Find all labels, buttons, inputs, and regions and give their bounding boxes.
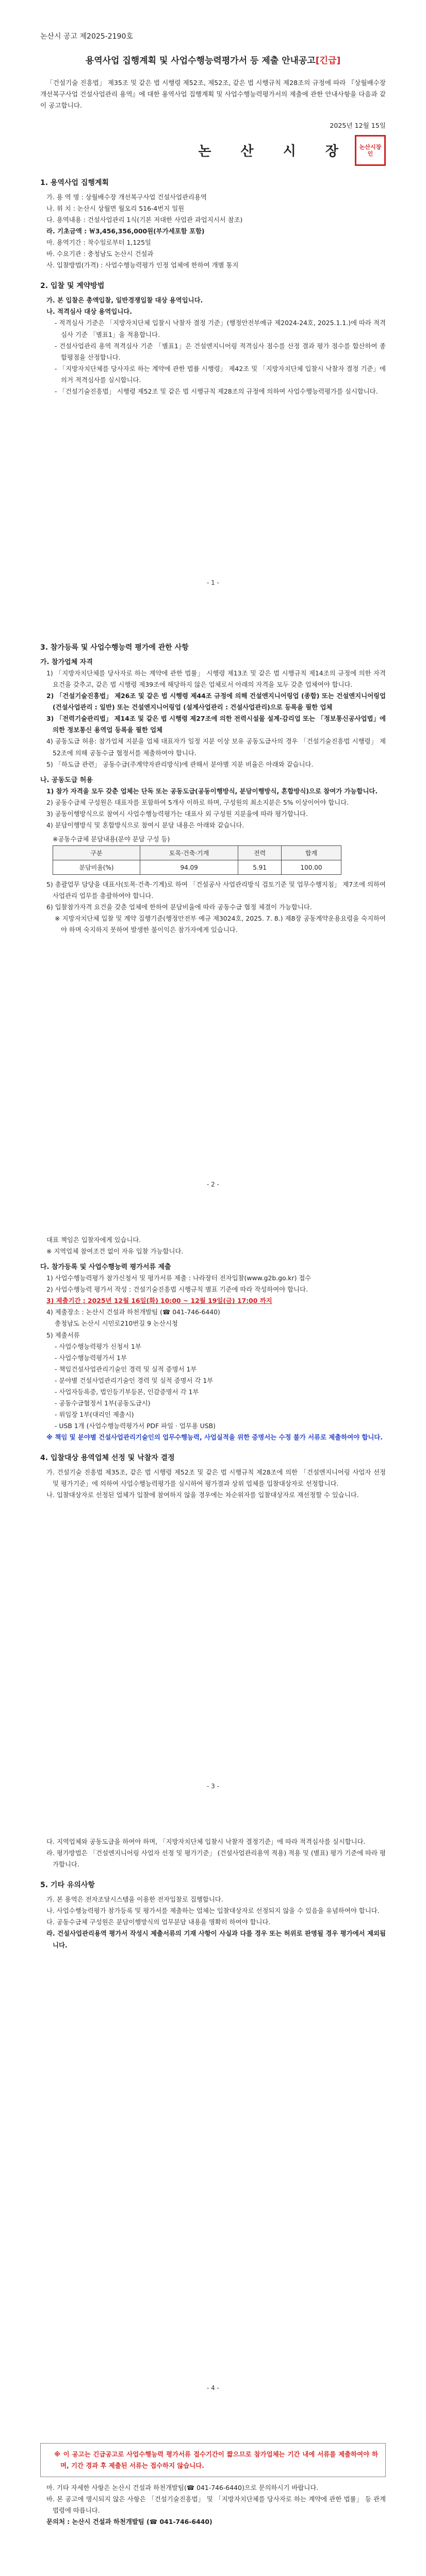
table-header-cell: 전력	[238, 846, 282, 860]
section-1-title: 1. 용역사업 집행계획	[40, 178, 109, 187]
s3-sub-title: 다. 참가등록 및 사업수행능력 평가서류 제출	[40, 1263, 171, 1272]
issuer-block	[40, 135, 386, 166]
s3-sub-title: 나. 공동도급 허용	[40, 776, 93, 784]
s5-item: 가. 본 용역은 전자조달시스템을 이용한 전자입찰로 집행합니다.	[46, 1895, 223, 1904]
doc-list-item: - 책임건설사업관리기술인 경력 및 실적 증명서 1부	[55, 1365, 197, 1373]
s1-item-price: 라. 기초금액 : ￦3,456,356,000원(부가세포함 포함)	[46, 227, 205, 235]
page-1	[0, 0, 426, 602]
table-header-cell: 구분	[53, 846, 140, 860]
s3-item: 1) 참가 자격을 모두 갖춘 업체는 단독 또는 공동도급(공동이행방식, 분담이행방식, 혼합방식)으로 참여가 가능합니다.	[46, 787, 378, 795]
s5-item: 나. 사업수행능력평가 참가등록 및 평가서를 제출하는 업체는 입찰대상자로 선정되지 않을 수 있음을 유념하여야 합니다.	[46, 1907, 380, 1915]
s3-item: 2) 공동수급체 구성원은 대표자를 포함하여 5개사 이하로 하며, 구성원의 최소지분은 5% 이상이어야 합니다.	[46, 798, 349, 806]
table-cell: 94.09	[140, 860, 238, 875]
s4-item: 나. 입찰대상자로 선정된 업체가 입찰에 참여하지 않을 경우에는 차순위자를 입찰대상자로 재선정할 수 있습니다.	[46, 1491, 359, 1499]
s4-item: 가. 건설기술 진흥법 제35조, 같은 법 시행령 제52조 및 같은 법 시행규칙 제28조에 의한 「건설엔지니어링 사업자 선정 및 평가기준」에 의하여 사업수행능력평가를 실시하여 평가결과 상위 업체를 입찰대상자로 선정합니다.	[46, 1468, 386, 1488]
doc-title	[40, 55, 386, 68]
doc-list-item: - USB 1개 (사업수행능력평가서 PDF 파일 · 업무용 USB)	[55, 1422, 216, 1430]
submit-place: 4) 제출장소 : 논산시 건설과 하천개발팀 (☎ 041-746-6440)	[46, 1308, 220, 1316]
section-2-title: 2. 입찰 및 계약방법	[40, 282, 105, 291]
doc-list-item: - 사업자등록증, 법인등기부등본, 인감증명서 각 1부	[55, 1387, 199, 1396]
table-header-cell: 합계	[281, 846, 341, 860]
docs-title: 5) 제출서류	[46, 1331, 80, 1339]
s3-item: 5) 총괄업무 담당을 대표사(토목·건축·기계)로 하여 「건설공사 사업관리방식 검토기준 및 업무수행지침」 제7조에 의하여 사업관리 업무를 총괄하여야 합니다.	[46, 880, 386, 900]
s2-item: - 적격심사 기준은 「지방자치단체 입찰시 낙찰자 결정 기준」(행정안전부예규 제2024-24호, 2025.1.1.)에 따라 적격심사 기준 「별표1」을 적용합니다.	[55, 319, 386, 338]
s1-item: 마. 용역기간 : 착수일로부터 1,125일	[46, 239, 151, 247]
s1-item: 바. 수요기관 : 충청남도 논산시 건설과	[46, 250, 154, 258]
table-header-row	[53, 846, 341, 860]
s2-item: 가. 본 입찰은 총액입찰, 일반경쟁입찰 대상 용역입니다.	[46, 296, 203, 304]
s3-item: ※ 지방자치단체 입찰 및 계약 집행기준(행정안전부 예규 제3024호, 2025. 7. 8.) 제8장 공동계약운용요령을 숙지하여야 하며 숙지하지 못하여 발생한 불이익은 참가자에게 있습니다.	[55, 914, 386, 934]
table-cell: 5.91	[238, 860, 282, 875]
warning-note: ※ 책임 및 분야별 건설사업관리기술인의 업무수행능력, 사업실적을 위한 증명서는 수정 불가 서류로 제출하여야 합니다.	[46, 1433, 383, 1442]
section-4-title: 4. 입찰대상 용역업체 선정 및 낙찰자 결정	[40, 1454, 175, 1463]
doc-list-item: - 공동수급협정서 1부(공동도급시)	[55, 1399, 151, 1408]
page-number: - 2 -	[207, 1181, 219, 1188]
s3-item: 1) 「지방자치단체를 당사자로 하는 계약에 관한 법률」 시행령 제13조 및 같은 법 시행규칙 제14조의 규정에 의한 자격 요건을 갖추고, 같은 법 시행령 제39조에 해당하지 않은 업체로서 아래의 자격을 모두 갖춘 업체여야 합니다.	[46, 669, 386, 689]
issuer-name: 논 산 시 장	[198, 144, 351, 160]
s5-item: 다. 공동수급체 구성원은 분담이행방식의 업무분담 내용을 명확히 하여야 합니다.	[46, 1918, 271, 1926]
section-5-title: 5. 기타 유의사항	[40, 1881, 95, 1890]
doc-title-main: 용역사업 집행계획 및 사업수행능력평가서 등 제출 안내공고	[85, 56, 316, 66]
page-number: - 3 -	[207, 1783, 219, 1790]
s4-item: 다. 지역업체와 공동도급을 하여야 하며, 「지방자치단체 입찰시 낙찰자 결정기준」에 따라 적격심사를 실시합니다.	[46, 1838, 366, 1845]
s2-item: 나. 적격심사 대상 용역입니다.	[46, 308, 132, 316]
notice-box	[40, 2443, 386, 2477]
table-cell: 분담비율(%)	[53, 860, 140, 875]
page-5	[0, 2407, 426, 2576]
submit-address: 충청남도 논산시 시민로210번길 9 논산시청	[55, 1319, 178, 1328]
s3-item: 5) 「하도급 관련」 공동수급(주계약자관리방식)에 관해서 분야별 지분 비율은 아래와 같습니다.	[46, 760, 314, 768]
s4-item: 라. 평가방법은 「건설엔지니어링 사업자 선정 및 평가기준」 (건설사업관리용역 적용) 적용 및 (별표) 평가 기준에 따라 평가합니다.	[46, 1849, 386, 1869]
doc-list-item: - 사업수행능력평가서 1부	[55, 1353, 127, 1362]
doc-list-item: - 위임장 1부(대리인 제출시)	[55, 1411, 134, 1419]
s3-item: 1) 사업수행능력평가 참가신청서 및 평가서류 제출 : 나라장터 전자입찰(www.g2b.go.kr) 접수	[46, 1274, 312, 1282]
s5-item: 마. 기타 자세한 사항은 논산시 건설과 하천개발팀(☎ 041-746-6440)으로 문의하시기 바랍니다.	[46, 2484, 319, 2492]
doc-list-item: - 사업수행능력평가 신청서 1부	[55, 1342, 141, 1350]
page-2	[0, 602, 426, 1204]
s3-item: 3) 공동이행방식으로 참여시 사업수행능력평가는 대표사 외 구성원 지분율에 따라 평가합니다.	[46, 809, 308, 818]
submit-period: 3) 제출기간 : 2025년 12월 16일(화) 10:00 ~ 12월 19일(금) 17:00 까지	[46, 1297, 272, 1305]
doc-title-tag: [긴급]	[315, 56, 341, 66]
intro-paragraph: 「건설기술 진흥법」 제35조 및 같은 법 시행령 제52조, 제52조, 같은 법 시행규칙 제28조의 규정에 따라 『상월배수장 개선복구사업 건설사업관리 용역』에 대한 용역사업 집행계획 및 사업수행능력평가서의 제출에 관한 안내사항을 다음과 같이 공고합니다.	[40, 78, 386, 110]
s2-item: - 「지방자치단체를 당사자로 하는 계약에 관한 법률 시행령」 제42조 및 「지방자치단체 입찰시 낙찰자 결정 기준」에 의거 적격심사를 실시합니다.	[55, 364, 386, 384]
doc-number: 논산시 공고 제2025-2190호	[40, 32, 133, 41]
s1-item: 가. 용 역 명 : 상월배수장 개선복구사업 건설사업관리용역	[46, 193, 207, 201]
table-cell: 100.00	[281, 860, 341, 875]
s3-item: 4) 분담이행방식 및 혼합방식으로 참여시 분담 내용은 아래와 같습니다.	[46, 821, 244, 829]
s3-note: ※ 지역업체 참여조건 없이 자유 입찰 가능합니다.	[46, 1247, 184, 1256]
s1-item: 나. 위 치 : 논산시 상월면 월오리 516-4번지 일원	[46, 204, 185, 212]
s3-sub-title: 가. 참가업체 자격	[40, 658, 93, 666]
urgent-note: ※ 이 공고는 긴급공고로 사업수행능력 평가서류 접수기간이 짧으므로 참가업체는 기간 내에 서류를 제출하여야 하며, 기간 경과 후 제출된 서류는 접수하지 않습니다.	[54, 2450, 378, 2470]
s1-item: 다. 용역내용 : 건설사업관리 1식(기본 저대한 사업관 과업지시서 참조)	[46, 215, 243, 224]
contact-line: 문의처 : 논산시 건설과 하천개발팀 (☎ 041-746-6440)	[46, 2518, 212, 2526]
s5-closing: 바. 본 공고에 명시되지 않은 사항은 「건설기술진흥법」 및 「지방자치단체를 당사자로 하는 계약에 관한 법률」 등 관계법령에 따릅니다.	[46, 2495, 386, 2515]
page-number: - 4 -	[207, 2384, 219, 2392]
s2-item: - 「건설기술진흥법」 시행령 제52조 및 같은 법 시행규칙 제28조의 규정에 의하여 사업수행능력평가를 실시합니다.	[55, 387, 378, 395]
table-row	[53, 860, 341, 875]
section-3-title: 3. 참가등록 및 사업수행능력 평가에 관한 사항	[40, 643, 189, 652]
doc-list-item: - 분야별 건설사업관리기술인 경력 및 실적 증명서 각 1부	[55, 1376, 214, 1384]
s3-item: 2) 「건설기술진흥법」 제26조 및 같은 법 시행령 제44조 규정에 의해 건설엔지니어링업 (종합) 또는 건설엔지니어링업 (건설사업관리 : 일반) 또는 건설엔지니어링업 (설계사업관리 : 건설사업관리)으로 등록을 필한 업체	[46, 692, 386, 711]
table-caption: ※공동수급체 분담내용(분야 분담 구성 등)	[53, 835, 170, 843]
s1-item: 사. 입찰방법(가격) : 사업수행능력평가 인정 업체에 한하여 개별 통지	[46, 261, 239, 269]
s2-item: - 건설사업관리 용역 적격심사 기준 「별표1」은 건설엔지니어링 적격심사 점수를 산정 결과 평가 점수를 합산하여 종합평점을 산정합니다.	[55, 342, 386, 361]
s5-item: 라. 건설사업관리용역 평가서 작성시 제출서류의 기재 사항이 사실과 다를 경우 또는 허위로 판명될 경우 평가에서 제외됩니다.	[46, 1929, 386, 1949]
s3-item: 3) 「전력기술관리법」 제14조 및 같은 법 시행령 제27조에 의한 전력시설물 설계·감리업 또는 「정보통신공사업법」에 의한 정보통신 용역업 등록을 필한 업체	[46, 715, 386, 734]
official-seal-icon: 논산시장인	[355, 135, 386, 166]
table-header-cell: 토목·건축·기계	[140, 846, 238, 860]
page-3	[0, 1204, 426, 1805]
s3-item: 6) 입찰참가자격 요건을 갖춘 업체에 한하여 분담비율에 따라 공동수급 협정 체결이 가능합니다.	[46, 903, 312, 911]
share-ratio-table	[53, 845, 341, 875]
s3-note: 대표 책임은 입찰자에게 있습니다.	[46, 1236, 141, 1244]
s3-item: 4) 공동도급 허용: 참가업체 지분을 업체 대표자가 일정 지분 이상 보유 공동도급사의 경우 「건설기술진흥법 시행령」 제52조에 의해 공동수급 협정서를 제출하여야 합니다.	[46, 737, 386, 757]
s3-item: 2) 사업수행능력 평가서 작성 : 건설기술진흥법 시행규칙 별표 기준에 따라 작성하여야 합니다.	[46, 1285, 308, 1294]
page-number: - 1 -	[207, 579, 219, 586]
page-4	[0, 1805, 426, 2407]
announce-date: 2025년 12월 15일	[330, 121, 386, 129]
